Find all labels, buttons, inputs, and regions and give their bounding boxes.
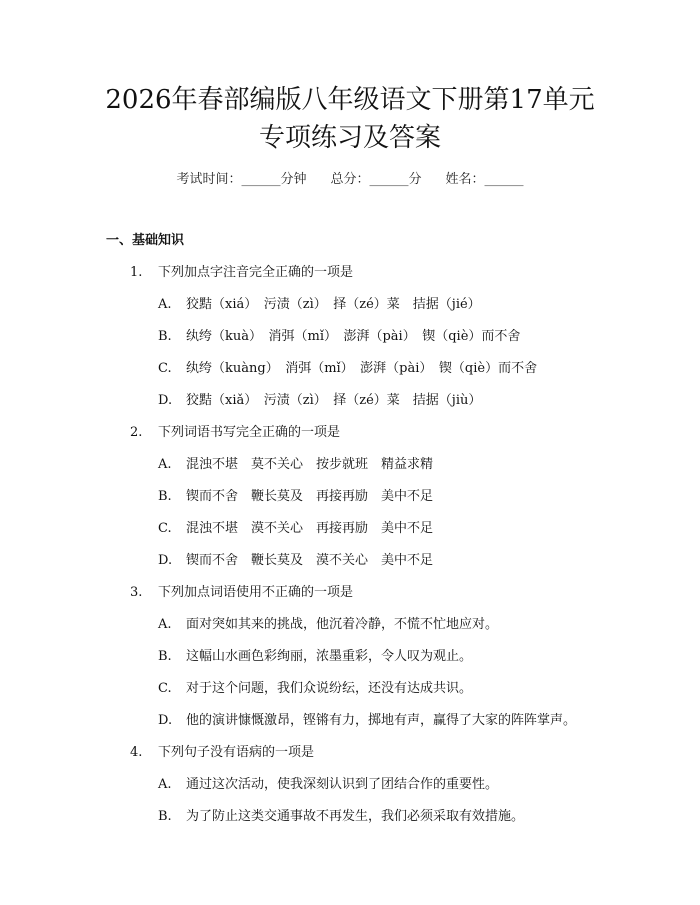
option-text: 通过这次活动，使我深刻认识到了团结合作的重要性。: [186, 777, 499, 792]
student-name-field: 姓名：______: [445, 172, 524, 187]
option-text: 狡黠（xiǎ） 污渍（zì） 择（zé）菜 拮据（jiù）: [186, 393, 482, 408]
question-1-option-d: [158, 389, 481, 408]
option-letter: B.: [158, 649, 172, 664]
question-4-option-b: [158, 805, 524, 824]
option-text: 对于这个问题，我们众说纷纭，还没有达成共识。: [186, 681, 473, 696]
question-text: 下列句子没有语病的一项是: [158, 745, 315, 760]
question-text: 下列加点字注音完全正确的一项是: [158, 265, 354, 280]
question-4-option-a: [158, 773, 498, 792]
page-title-line-1: 2026年春部编版八年级语文下册第17单元: [105, 85, 595, 115]
question-text: 下列词语书写完全正确的一项是: [158, 425, 341, 440]
option-text: 锲而不舍 鞭长莫及 漠不关心 美中不足: [186, 553, 434, 568]
question-2-option-c: [158, 517, 433, 536]
question-3-option-c: [158, 677, 472, 696]
question-4: [130, 741, 314, 760]
question-number: 1.: [130, 265, 143, 280]
total-score-field: 总分：______分: [330, 172, 422, 187]
option-text: 狡黠（xiá） 污渍（zì） 择（zé）菜 拮据（jié）: [186, 297, 481, 312]
option-letter: C.: [158, 521, 172, 536]
question-3: [130, 581, 353, 600]
exam-time-field: 考试时间：______分钟: [176, 172, 307, 187]
question-2-option-d: [158, 549, 433, 568]
question-1: [130, 261, 353, 280]
question-1-option-c: [158, 357, 537, 376]
question-3-option-d: [158, 709, 576, 728]
option-text: 锲而不舍 鞭长莫及 再接再励 美中不足: [186, 489, 434, 504]
option-letter: D.: [158, 393, 173, 408]
question-1-option-b: [158, 325, 520, 344]
question-text: 下列加点词语使用不正确的一项是: [158, 585, 354, 600]
option-text: 纨绔（kuà） 消弭（mǐ） 澎湃（pài） 锲（qiè）而不舍: [186, 329, 521, 344]
option-letter: A.: [158, 777, 172, 792]
option-letter: B.: [158, 489, 172, 504]
question-2-option-a: [158, 453, 433, 472]
question-number: 4.: [130, 745, 143, 760]
option-text: 混浊不堪 莫不关心 按步就班 精益求精: [186, 457, 434, 472]
option-text: 他的演讲慷慨激昂，铿锵有力，掷地有声，赢得了大家的阵阵掌声。: [186, 713, 577, 728]
option-text: 这幅山水画色彩绚丽，浓墨重彩，令人叹为观止。: [186, 649, 473, 664]
option-letter: C.: [158, 681, 172, 696]
option-text: 为了防止这类交通事故不再发生，我们必须采取有效措施。: [186, 809, 525, 824]
question-3-option-a: [158, 613, 498, 632]
option-letter: A.: [158, 617, 172, 632]
question-3-option-b: [158, 645, 472, 664]
question-number: 2.: [130, 425, 143, 440]
question-1-option-a: [158, 293, 481, 312]
question-2-option-b: [158, 485, 433, 504]
option-text: 混浊不堪 漠不关心 再接再励 美中不足: [186, 521, 434, 536]
section-heading-basics: 一、基础知识: [106, 233, 185, 248]
option-letter: B.: [158, 809, 172, 824]
option-letter: B.: [158, 329, 172, 344]
option-text: 纨绔（kuàng） 消弭（mǐ） 澎湃（pài） 锲（qiè）而不舍: [186, 361, 538, 376]
option-letter: D.: [158, 713, 173, 728]
option-text: 面对突如其来的挑战，他沉着冷静，不慌不忙地应对。: [186, 617, 499, 632]
option-letter: D.: [158, 553, 173, 568]
exam-meta: [0, 168, 700, 187]
option-letter: A.: [158, 297, 172, 312]
question-2: [130, 421, 340, 440]
option-letter: C.: [158, 361, 172, 376]
option-letter: A.: [158, 457, 172, 472]
question-number: 3.: [130, 585, 143, 600]
page-title-line-2: 专项练习及答案: [258, 123, 441, 153]
